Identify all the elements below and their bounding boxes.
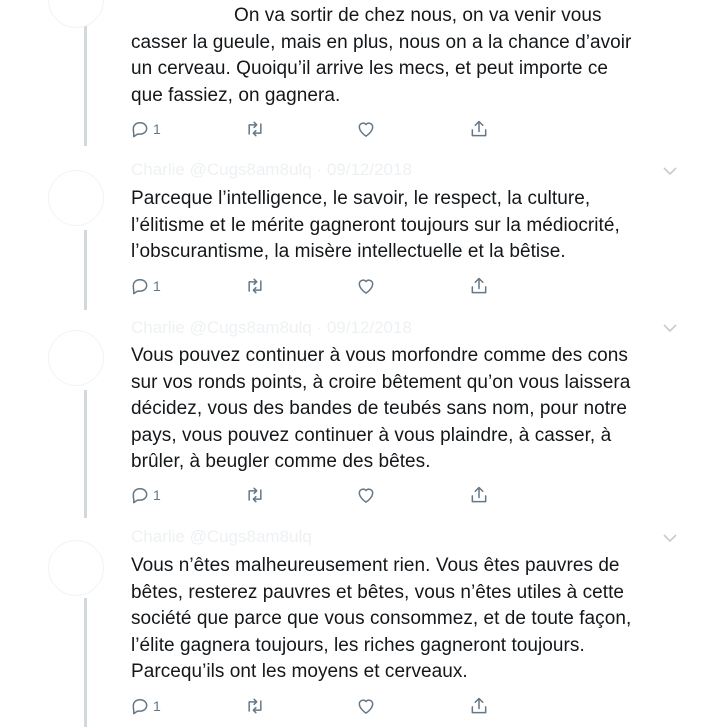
heart-icon: [356, 485, 376, 505]
reply-count: 1: [153, 698, 161, 714]
tweet-text: Parceque l’intelligence, le savoir, le respect, la culture, l’élitisme et le mérite gagneront toujours sur la médiocrité, l’obscurantisme, la misère intellectuelle et la bêtise.: [131, 188, 620, 262]
retweet-icon: [244, 696, 266, 716]
tweet-text: Vous n’êtes malheureusement rien. Vous êtes pauvres de bêtes, resterez pauvres et bêtes, vous n’êtes utiles à cette société que parce que vous consommez, et de toute façon, l’élite gagnera toujours, les riches gagneront toujours. Parcequ’ils ont les moyens et cerveaux.: [131, 555, 632, 682]
thread-line: [84, 390, 87, 518]
reply-count: 1: [153, 278, 161, 294]
share-icon: [469, 485, 489, 505]
retweet-icon: [244, 119, 266, 139]
reply-icon: [130, 119, 150, 139]
tweet-text: Vous pouvez continuer à vous morfondre comme des cons sur vos ronds points, à croire bêtement qu’on vous laissera décidez, vous des bandes de teubés sans nom, pour notre pays, vous pouvez continuer à vous plaindre, à casser, à brûler, à beugler comme des bêtes.: [131, 345, 631, 472]
like-button[interactable]: [356, 695, 376, 717]
share-button[interactable]: [469, 695, 489, 717]
avatar[interactable]: [48, 540, 104, 596]
thread-line: [84, 230, 87, 310]
tweet-header: Charlie @Cugs8am8ulq · 09/12/2018: [131, 160, 412, 179]
reply-button[interactable]: [130, 275, 161, 297]
retweet-button[interactable]: [244, 695, 266, 717]
share-icon: [469, 119, 489, 139]
thread-line: [84, 22, 87, 146]
share-icon: [469, 276, 489, 296]
retweet-icon: [244, 485, 266, 505]
tweet-actions: [130, 275, 500, 299]
reply-icon: [130, 696, 150, 716]
reply-icon: [130, 485, 150, 505]
avatar[interactable]: [48, 170, 104, 226]
tweet-actions: [130, 484, 500, 508]
tweet-actions: [130, 695, 500, 719]
like-button[interactable]: [356, 118, 376, 140]
share-button[interactable]: [469, 275, 489, 297]
reply-button[interactable]: [130, 484, 161, 506]
retweet-button[interactable]: [244, 484, 266, 506]
reply-button[interactable]: [130, 695, 161, 717]
heart-icon: [356, 119, 376, 139]
reply-count: 1: [153, 121, 161, 137]
chevron-down-icon[interactable]: [663, 533, 677, 543]
tweet-text: On va sortir de chez nous, on va venir vous casser la gueule, mais en plus, nous on a la chance d’avoir un cerveau. Quoiqu’il arrive les mecs, et peut importe ce que fassiez, on gagnera.: [131, 5, 632, 106]
retweet-button[interactable]: [244, 275, 266, 297]
tweet-header: Charlie @Cugs8am8ulq: [131, 527, 312, 546]
share-button[interactable]: [469, 118, 489, 140]
heart-icon: [356, 276, 376, 296]
avatar[interactable]: [48, 330, 104, 386]
avatar[interactable]: [48, 0, 104, 28]
chevron-down-icon[interactable]: [663, 166, 677, 176]
reply-icon: [130, 276, 150, 296]
chevron-down-icon[interactable]: [663, 323, 677, 333]
share-button[interactable]: [469, 484, 489, 506]
like-button[interactable]: [356, 275, 376, 297]
like-button[interactable]: [356, 484, 376, 506]
heart-icon: [356, 696, 376, 716]
thread-line: [84, 598, 87, 727]
reply-button[interactable]: [130, 118, 161, 140]
share-icon: [469, 696, 489, 716]
tweet-actions: [130, 118, 500, 142]
retweet-button[interactable]: [244, 118, 266, 140]
tweet-header: Charlie @Cugs8am8ulq · 09/12/2018: [131, 318, 412, 337]
reply-count: 1: [153, 487, 161, 503]
retweet-icon: [244, 276, 266, 296]
